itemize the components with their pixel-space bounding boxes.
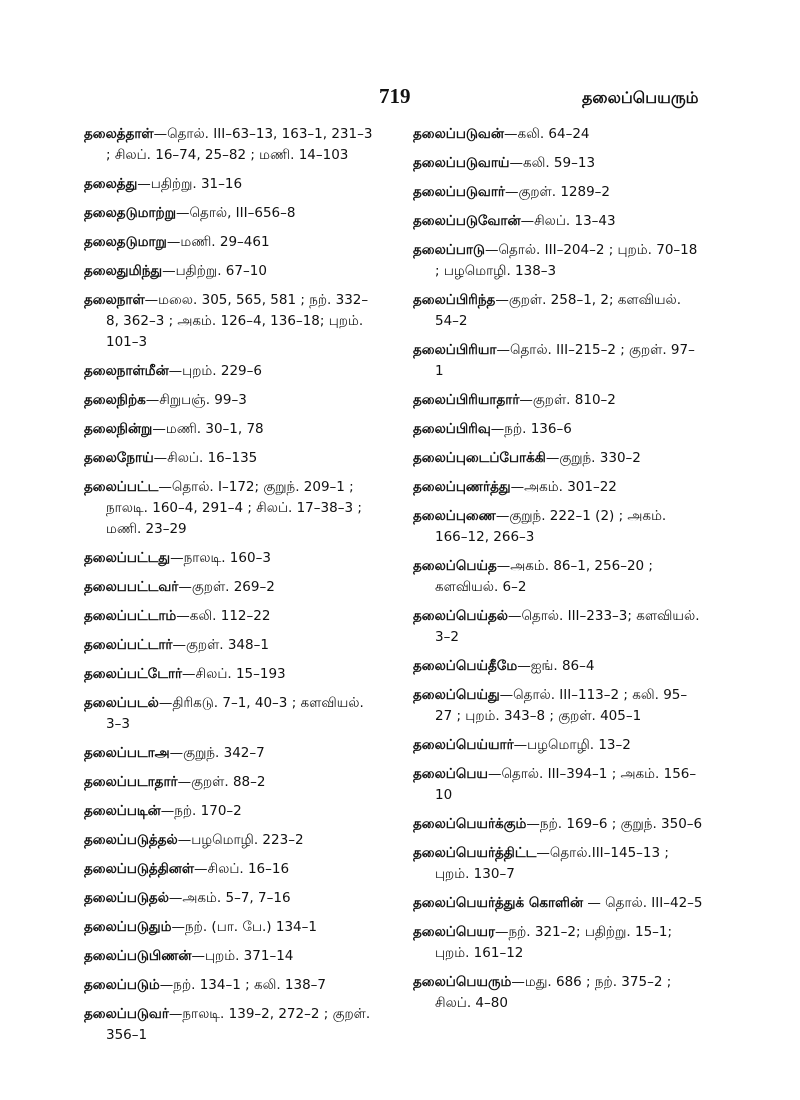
entry-headword: தலைப்பிரிந்த [413, 292, 496, 308]
entry-headword: தலைநின்று [84, 421, 153, 437]
entry-references: —குறுந். 342–7 [169, 745, 265, 761]
entry-headword: தலைநிற்க [84, 392, 146, 408]
index-entry [413, 124, 703, 145]
index-entry [413, 506, 703, 548]
index-entry [84, 772, 374, 793]
index-entry [413, 814, 703, 835]
entry-headword: தலைப்பெய்தல் [413, 608, 508, 624]
entry-references: —தொல், III–656–8 [176, 205, 296, 221]
index-entry [84, 577, 374, 598]
index-entry [84, 635, 374, 656]
index-entry [413, 972, 703, 1014]
right-column [413, 124, 703, 1022]
index-entry [84, 975, 374, 996]
entry-headword: தலைப்புணை [413, 508, 496, 524]
entry-headword: தலைப்பெயர்க்கும் [413, 816, 527, 832]
entry-headword: தலைபபட்டவர் [84, 579, 179, 595]
index-entry [84, 917, 374, 938]
index-entry [84, 888, 374, 909]
page-number: 719 [379, 84, 411, 108]
index-entry [413, 893, 703, 914]
index-entry [84, 606, 374, 627]
index-entry [413, 606, 703, 648]
index-entry [413, 390, 703, 411]
index-entry [413, 153, 703, 174]
index-entry [413, 477, 703, 498]
entry-headword: தலைப்படுதும் [84, 919, 172, 935]
entry-headword: தலைப்படல் [84, 695, 159, 711]
entry-headword: தலைப்படுத்தினள் [84, 861, 195, 877]
entry-references: —சிலப். 16–135 [153, 450, 258, 466]
entry-headword: தலைப்பிரிவு [413, 421, 491, 437]
entry-headword: தலைப்படும் [84, 977, 160, 993]
entry-headword: தலைப்படின் [84, 803, 161, 819]
entry-references: —மணி. 30–1, 78 [152, 421, 264, 437]
entry-headword: தலைப்படாதார் [84, 774, 178, 790]
entry-references: —குறள். 269–2 [178, 579, 275, 595]
index-entry [84, 124, 374, 166]
entry-references: —குறுந். 222–1 (2) ; அகம். 166–12, 266–3 [435, 508, 667, 545]
entry-references: —சிலப். 13–43 [520, 213, 616, 229]
index-entry [84, 801, 374, 822]
entry-references: —பழமொழி. 223–2 [177, 832, 304, 848]
entry-headword: தலைப்படுவன் [413, 126, 504, 142]
index-entry [84, 448, 374, 469]
entry-references: —குறுந். 330–2 [545, 450, 641, 466]
entry-headword: தலைப்படுவாய் [413, 155, 510, 171]
entry-references: —நற். 169–6 ; குறுந். 350–6 [526, 816, 703, 832]
entry-headword: தலைப்பெய்த [413, 558, 497, 574]
left-column [84, 124, 374, 1054]
index-entry [413, 211, 703, 232]
entry-headword: தலைப்படுபிணன் [84, 948, 192, 964]
index-entry [413, 419, 703, 440]
entry-headword: தலைப்பெயரும் [413, 974, 512, 990]
entry-references: —குறள். 258–1, 2; களவியல். 54–2 [435, 292, 682, 329]
entry-references: —திரிகடு. 7–1, 40–3 ; களவியல். 3–3 [106, 695, 364, 732]
entry-references: —தொல். III–113–2 ; கலி. 95–27 ; புறம். 343–8 ; குறள். 405–1 [435, 687, 688, 724]
entry-headword: தலைப்பட்டோர் [84, 666, 183, 682]
entry-references: —தொல். III–63–13, 163–1, 231–3 ; சிலப். 16–74, 25–82 ; மணி. 14–103 [106, 126, 373, 163]
index-entry [84, 261, 374, 282]
index-entry [413, 448, 703, 469]
entry-references: —கலி. 64–24 [503, 126, 590, 142]
index-entry [413, 922, 703, 964]
index-entry [84, 946, 374, 967]
entry-references: —தொல். III–394–1 ; அகம். 156–10 [435, 766, 697, 803]
entry-headword: தலைத்தாள் [84, 126, 154, 142]
entry-references: —மணி. 29–461 [166, 234, 270, 250]
entry-references: —கலி. 112–22 [176, 608, 271, 624]
entry-references: —ஐங். 86–4 [517, 658, 595, 674]
entry-headword: தலைநாள் [84, 292, 145, 308]
index-entry [84, 361, 374, 382]
running-head: தலைப்பெயரும் [582, 88, 699, 107]
entry-references: —கலி. 59–13 [509, 155, 596, 171]
entry-headword: தலைநோய் [84, 450, 154, 466]
entry-references: —நற். 170–2 [160, 803, 242, 819]
entry-references: —தொல். III–233–3; களவியல். 3–2 [435, 608, 700, 645]
entry-references: —நாலடி. 160–3 [170, 550, 271, 566]
entry-references: —புறம். 229–6 [168, 363, 262, 379]
entry-references: —மலை. 305, 565, 581 ; நற். 332–8, 362–3 ; அகம். 126–4, 136–18; புறம். 101–3 [106, 292, 369, 350]
index-entry [84, 390, 374, 411]
entry-headword: தலைப்பெய்து [413, 687, 500, 703]
entry-references: —தொல். III–215–2 ; குறள். 97–1 [435, 342, 695, 379]
index-entry [84, 419, 374, 440]
entry-references: —நற். (பா. பே.) 134–1 [171, 919, 317, 935]
index-entry [84, 290, 374, 353]
index-entry [413, 735, 703, 756]
entry-headword: தலைதடுமாற்று [84, 205, 177, 221]
entry-references: —குறள். 348–1 [172, 637, 269, 653]
entry-references: —நற். 321–2; பதிற்று. 15–1; புறம். 161–12 [435, 924, 673, 961]
entry-headword: தலைப்பெய [413, 766, 488, 782]
entry-references: —பதிற்று. 31–16 [137, 176, 243, 192]
index-entry [413, 843, 703, 885]
entry-headword: தலைப்பெயர்த்துக் கொளின் [413, 895, 584, 911]
entry-references: —தொல். III–204–2 ; புறம். 70–18 ; பழமொழி. 138–3 [435, 242, 698, 279]
index-entry [413, 656, 703, 677]
entry-references: —புறம். 371–14 [191, 948, 294, 964]
entry-headword: தலைப்படுதல் [84, 890, 169, 906]
entry-headword: தலைப்படுவோன் [413, 213, 521, 229]
entry-headword: தலைப்பெய்யார் [413, 737, 514, 753]
entry-references: —அகம். 5–7, 7–16 [168, 890, 291, 906]
entry-headword: தலைப்பாடு [413, 242, 485, 258]
entry-headword: தலைத்து [84, 176, 138, 192]
entry-references: —குறள். 810–2 [519, 392, 616, 408]
entry-headword: தலைப்புணர்த்து [413, 479, 511, 495]
index-entry [413, 340, 703, 382]
entry-headword: தலைப்பெயர்த்திட்ட [413, 845, 537, 861]
entry-references: —நற். 136–6 [490, 421, 572, 437]
entry-headword: தலைப்பெய்தீமே [413, 658, 518, 674]
entry-headword: தலைப்புடைப்போக்கி [413, 450, 546, 466]
entry-headword: தலைப்படாஅ [84, 745, 170, 761]
entry-references: —சிலப். 15–193 [182, 666, 286, 682]
entry-headword: தலைப்படுத்தல் [84, 832, 178, 848]
index-entry [413, 764, 703, 806]
entry-references: —நாலடி. 139–2, 272–2 ; குறள். 356–1 [106, 1006, 371, 1043]
entry-headword: தலைதுமிந்து [84, 263, 163, 279]
entry-references: —சிலப். 16–16 [194, 861, 290, 877]
entry-references: —மது. 686 ; நற். 375–2 ; சிலப். 4–80 [435, 974, 672, 1011]
index-entry [84, 477, 374, 540]
index-entry [413, 556, 703, 598]
index-entry [84, 1004, 374, 1046]
entry-headword: தலைப்பட்ட [84, 479, 159, 495]
entry-references: —பழமொழி. 13–2 [513, 737, 631, 753]
entry-headword: தலைப்பட்டது [84, 550, 171, 566]
entry-headword: தலைப்பிரியாதார் [413, 392, 520, 408]
index-entry [84, 664, 374, 685]
entry-references: —அகம். 86–1, 256–20 ; களவியல். 6–2 [435, 558, 653, 595]
entry-references: —பதிற்று. 67–10 [162, 263, 267, 279]
entry-references: —தொல்.III–145–13 ; புறம். 130–7 [435, 845, 669, 882]
index-entry [84, 232, 374, 253]
entry-references: —நற். 134–1 ; கலி. 138–7 [159, 977, 327, 993]
index-entry [84, 203, 374, 224]
entry-headword: தலைப்பட்டார் [84, 637, 173, 653]
index-entry [84, 548, 374, 569]
index-entry [84, 174, 374, 195]
index-entry [84, 830, 374, 851]
index-entry [413, 240, 703, 282]
entry-headword: தலைதடுமாறு [84, 234, 167, 250]
entry-headword: தலைப்பட்டாம் [84, 608, 177, 624]
entry-references: —அகம். 301–22 [510, 479, 617, 495]
index-entry [84, 743, 374, 764]
entry-headword: தலைப்பிரியா [413, 342, 497, 358]
index-entry [84, 693, 374, 735]
entry-headword: தலைப்பெயர [413, 924, 495, 940]
index-entry [84, 859, 374, 880]
entry-references: —குறள். 88–2 [177, 774, 266, 790]
entry-headword: தலைப்படுவர் [84, 1006, 169, 1022]
index-entry [413, 290, 703, 332]
entry-references: —குறள். 1289–2 [504, 184, 611, 200]
index-entry [413, 182, 703, 203]
index-entry [413, 685, 703, 727]
entry-headword: தலைப்படுவார் [413, 184, 505, 200]
entry-headword: தலைநாள்மீன் [84, 363, 169, 379]
entry-references: —சிறுபஞ். 99–3 [145, 392, 247, 408]
entry-references: —தொல். I–172; குறுந். 209–1 ; நாலடி. 160–4, 291–4 ; சிலப். 17–38–3 ; மணி. 23–29 [106, 479, 362, 537]
entry-references: — தொல். III–42–5 [583, 895, 703, 911]
